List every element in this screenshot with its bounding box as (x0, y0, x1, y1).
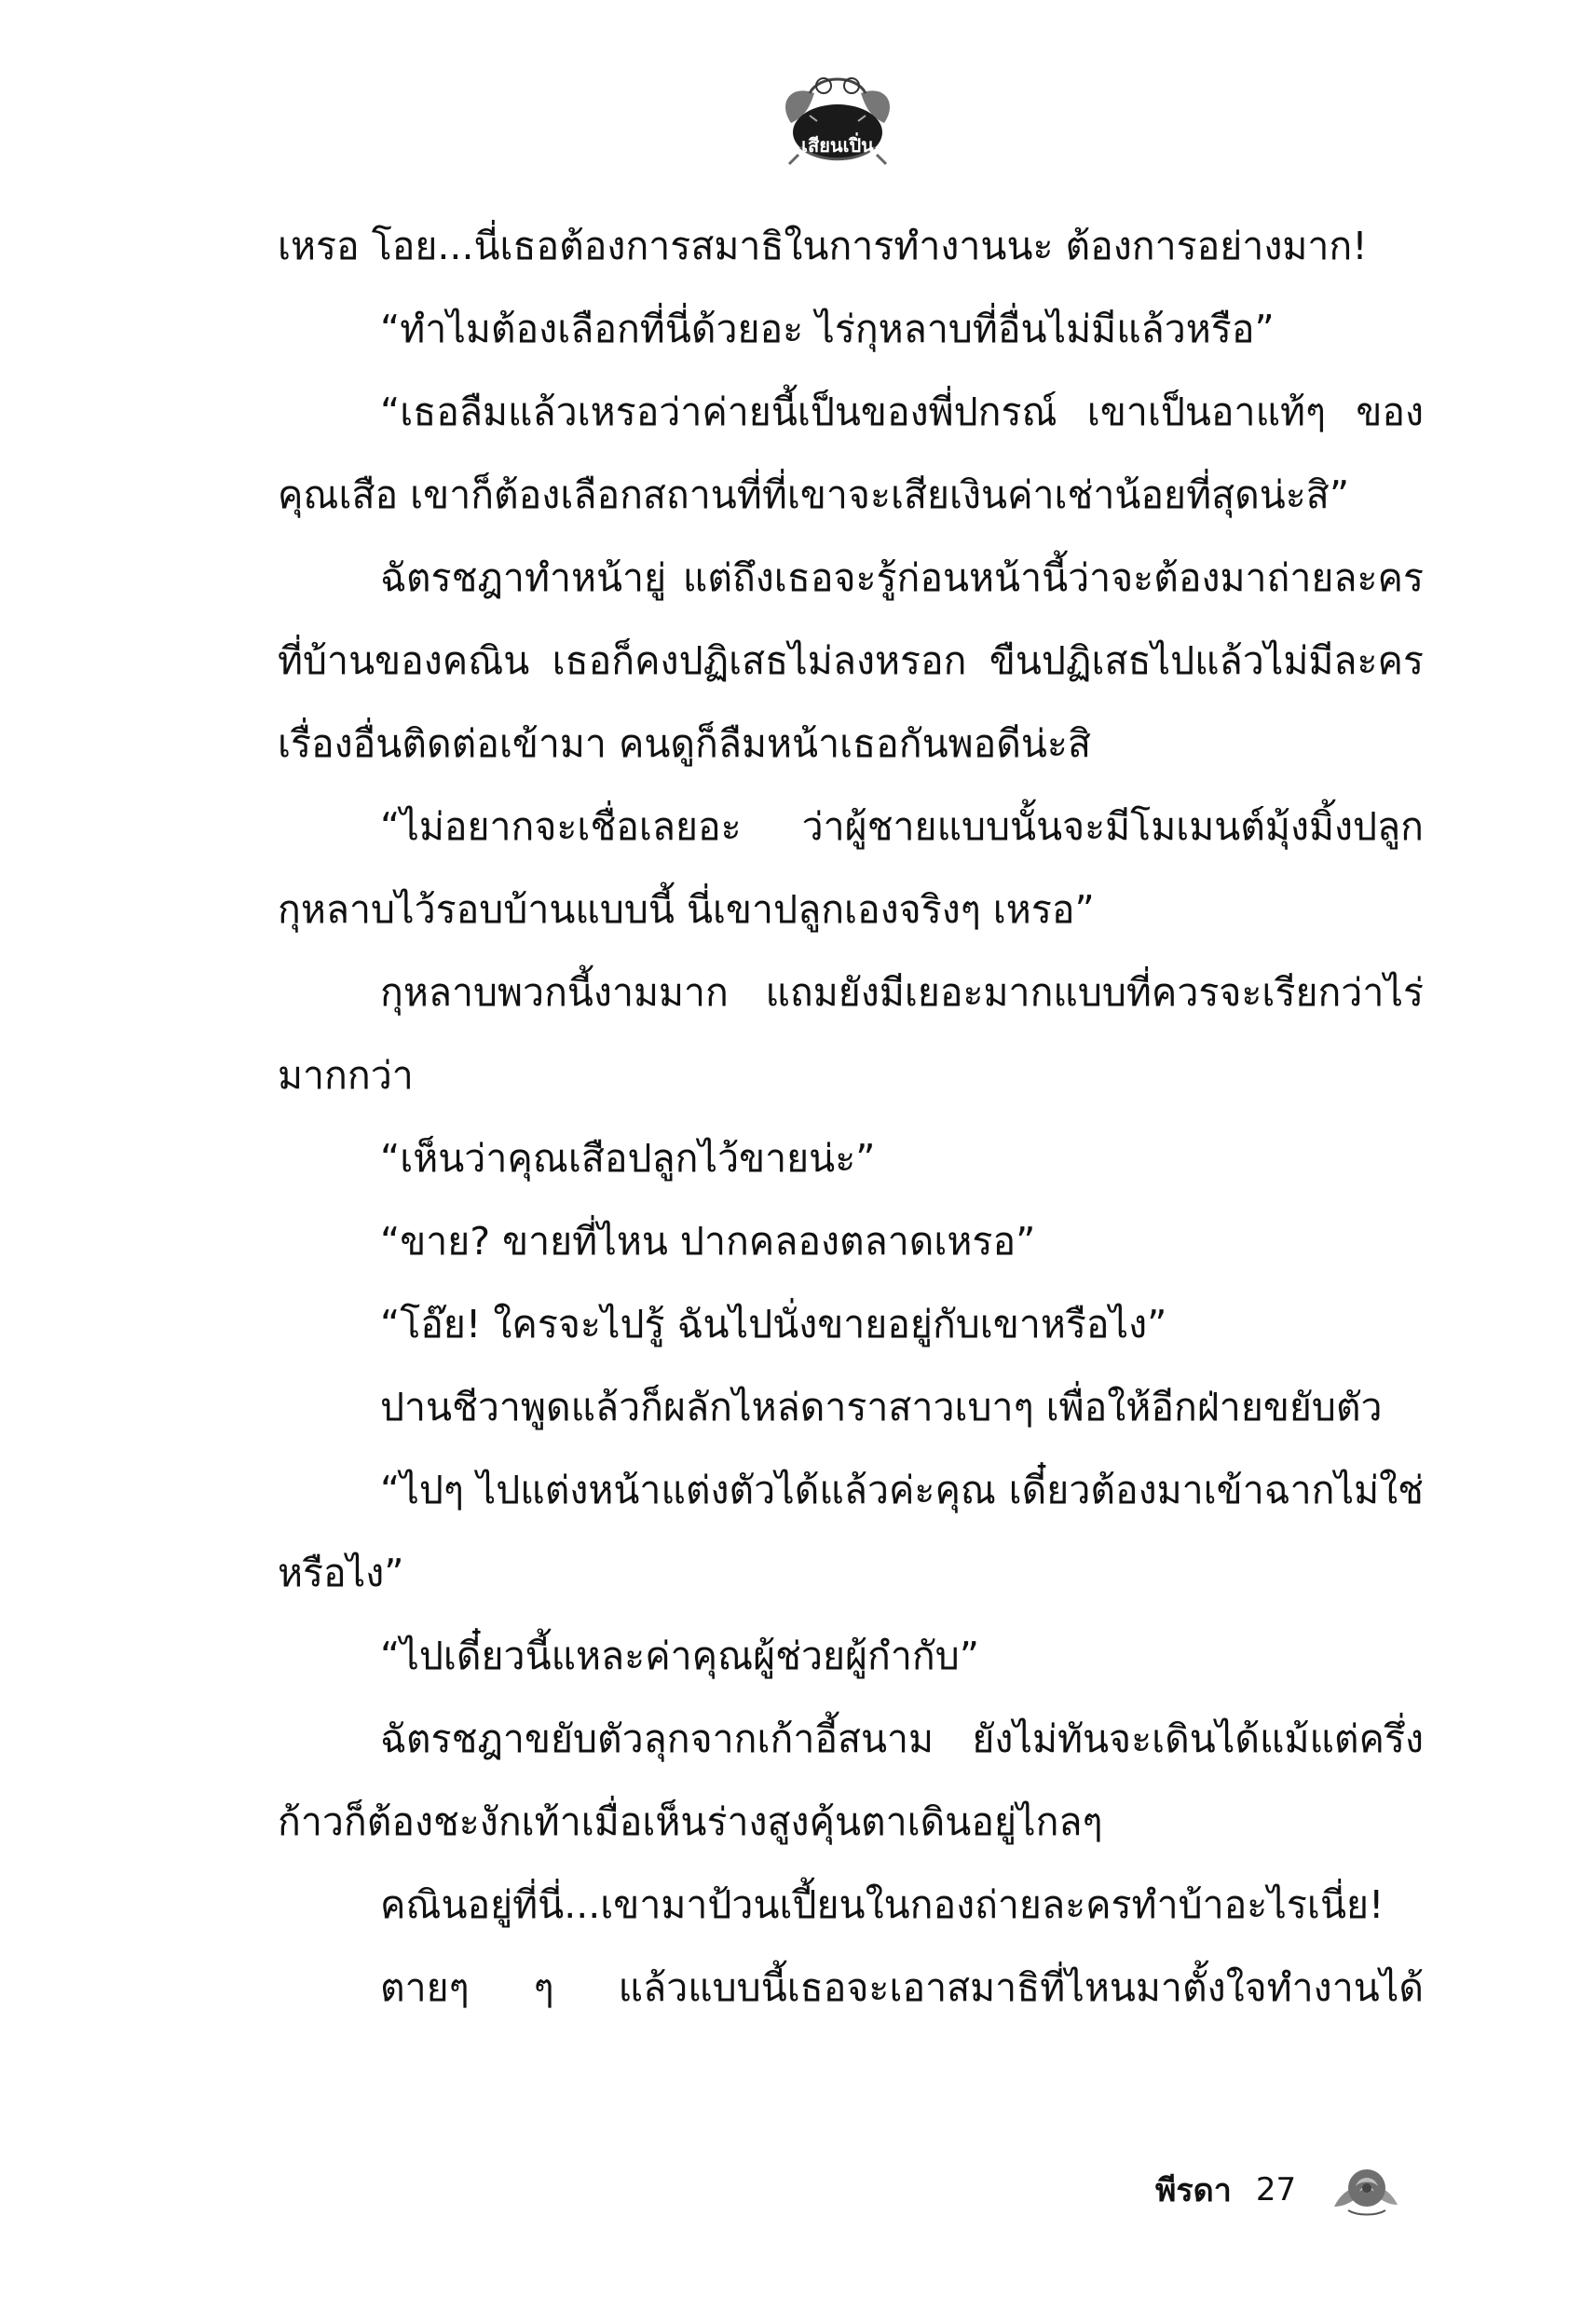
chapter-body (278, 205, 1424, 2030)
publisher-logo (772, 65, 903, 177)
paragraph: “ไปๆ ไปแต่งหน้าแต่งตัวได้แล้วค่ะคุณ เดี๋ยวต้องมาเข้าฉากไม่ใช่หรือไง” (278, 1468, 1424, 1595)
paragraph: “ขาย? ขายที่ไหน ปากคลองตลาดเหรอ” (380, 1219, 1036, 1264)
paragraph: “เธอลืมแล้วเหรอว่าค่ายนี้เป็นของพี่ปกรณ์ เขาเป็นอาแท้ๆ ของคุณเสือ เขาก็ต้องเลือกสถานที่ที่เขาจะเสียเงินค่าเช่าน้อยที่สุดน่ะสิ” (278, 390, 1424, 517)
paragraph: เหรอ โอย...นี่เธอต้องการสมาธิในการทำงานนะ ต้องการอย่างมาก! (278, 224, 1368, 268)
logo-text: เสียนเปิ่น (801, 134, 874, 157)
paragraph: กุหลาบพวกนี้งามมาก แถมยังมีเยอะมากแบบที่ควรจะเรียกว่าไร่มากกว่า (278, 970, 1424, 1098)
paragraph: ฉัตรชฎาขยับตัวลุกจากเก้าอี้สนาม ยังไม่ทันจะเดินได้แม้แต่ครึ่งก้าวก็ต้องชะงักเท้าเมื่อเห็นร่างสูงคุ้นตาเดินอยู่ไกลๆ (278, 1716, 1424, 1844)
rose-icon (1330, 2160, 1402, 2220)
paragraph: “เห็นว่าคุณเสือปลูกไว้ขายน่ะ” (380, 1136, 876, 1181)
paragraph: คณินอยู่ที่นี่...เขามาป้วนเปี้ยนในกองถ่ายละครทำบ้าอะไรเนี่ย! (380, 1882, 1385, 1927)
book-title: พีรดา (1155, 2172, 1232, 2209)
paragraph: ปานชีวาพูดแล้วก็ผลักไหล่ดาราสาวเบาๆ เพื่อให้อีกฝ่ายขยับตัว (380, 1385, 1383, 1429)
publisher-logo-icon (772, 65, 903, 177)
paragraph: ตายๆ ๆ แล้วแบบนี้เธอจะเอาสมาธิที่ไหนมาตั้งใจทำงานได้ (380, 1965, 1424, 2010)
paragraph: “ไปเดี๋ยวนี้แหละค่าคุณผู้ช่วยผู้กำกับ” (380, 1634, 979, 1678)
page-footer (1155, 2162, 1402, 2218)
paragraph: “โอ๊ย! ใครจะไปรู้ ฉันไปนั่งขายอยู่กับเขาหรือไง” (380, 1302, 1167, 1347)
page-number: 27 (1255, 2171, 1297, 2208)
paragraph: “ทำไมต้องเลือกที่นี่ด้วยอะ ไร่กุหลาบที่อื่นไม่มีแล้วหรือ” (380, 307, 1275, 351)
paragraph: “ไม่อยากจะเชื่อเลยอะ ว่าผู้ชายแบบนั้นจะมีโมเมนต์มุ้งมิ้งปลูกกุหลาบไว้รอบบ้านแบบนี้ นี่เขาปลูกเองจริงๆ เหรอ” (278, 804, 1424, 932)
paragraph: ฉัตรชฎาทำหน้ายู่ แต่ถึงเธอจะรู้ก่อนหน้านี้ว่าจะต้องมาถ่ายละครที่บ้านของคณิน เธอก็คงปฏิเสธไม่ลงหรอก ขืนปฏิเสธไปแล้วไม่มีละครเรื่องอื่นติดต่อเข้ามา คนดูก็ลืมหน้าเธอกันพอดีน่ะสิ (278, 555, 1424, 766)
